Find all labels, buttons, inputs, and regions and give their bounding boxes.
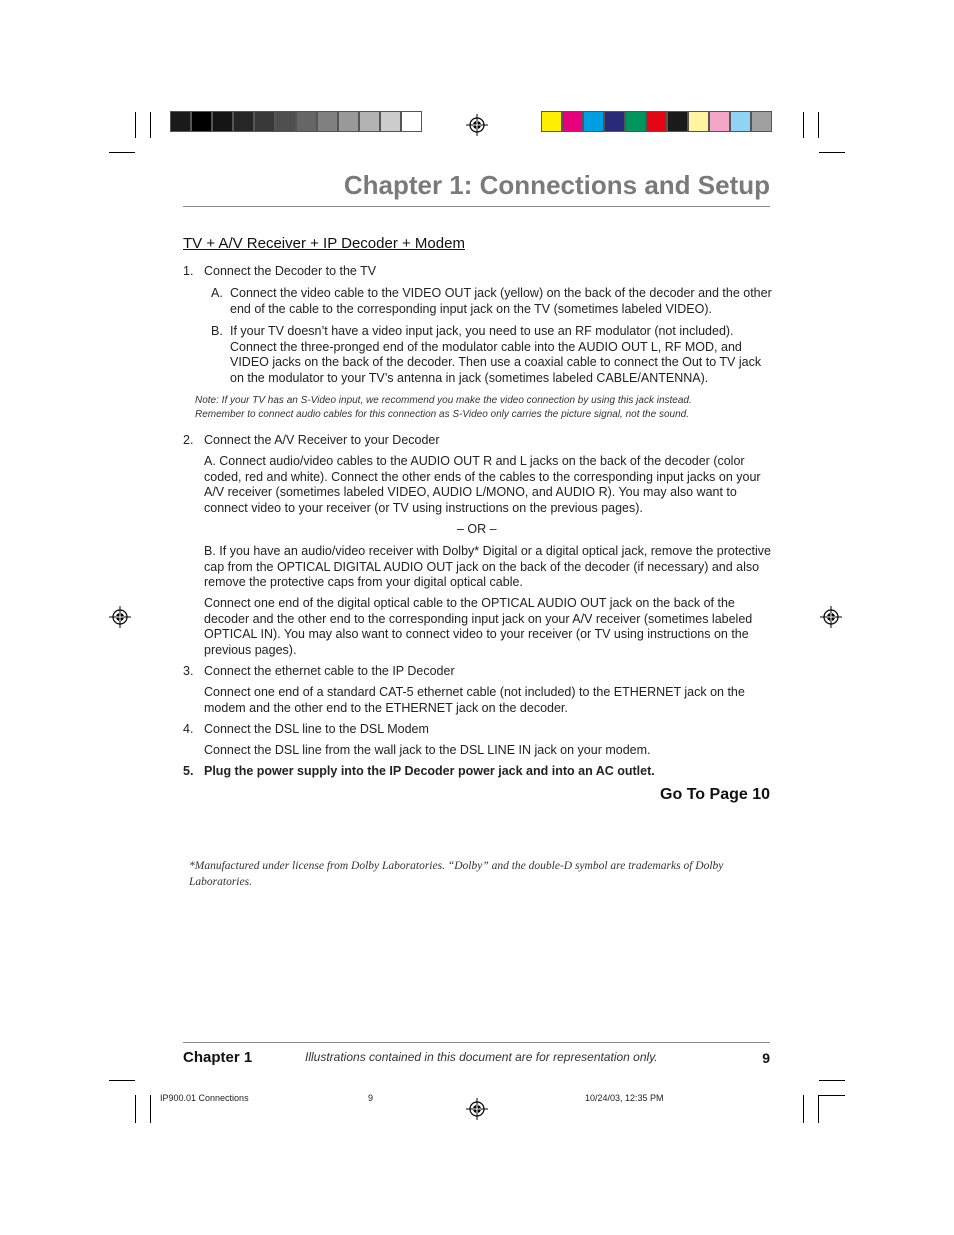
color-swatch bbox=[317, 111, 338, 132]
color-swatch bbox=[625, 111, 646, 132]
color-swatch bbox=[667, 111, 688, 132]
title-divider bbox=[183, 206, 770, 207]
registration-mark-icon bbox=[109, 606, 131, 628]
color-swatch bbox=[709, 111, 730, 132]
step-title: Connect the DSL line to the DSL Modem bbox=[204, 722, 429, 736]
crop-mark bbox=[819, 1080, 845, 1081]
crop-mark bbox=[109, 152, 135, 153]
substep-text: Connect one end of the digital optical cable to the OPTICAL AUDIO OUT jack on the back of the decoder and the other end to the corresponding input jack on your A/V receiver (sometimes labeled OPTICAL IN). You may also want to connect video to your receiver (or TV using instructions on the previous pages). bbox=[204, 596, 753, 657]
section-heading: TV + A/V Receiver + IP Decoder + Modem bbox=[183, 235, 465, 252]
or-divider: – OR – bbox=[457, 522, 497, 536]
color-swatch bbox=[212, 111, 233, 132]
substep-label: B. bbox=[211, 324, 223, 338]
substep-text: Connect the video cable to the VIDEO OUT jack (yellow) on the back of the decoder and the other end of the cable to the corresponding input jack on the TV (sometimes labeled VIDEO). bbox=[230, 286, 772, 316]
step-title: Connect the A/V Receiver to your Decoder bbox=[204, 433, 440, 447]
step-number: 1. bbox=[183, 264, 194, 278]
crop-mark bbox=[135, 1095, 136, 1123]
crop-mark bbox=[150, 1095, 151, 1123]
slug-date: 10/24/03, 12:35 PM bbox=[585, 1093, 664, 1103]
registration-mark-icon bbox=[466, 1098, 488, 1120]
color-swatch bbox=[541, 111, 562, 132]
color-swatch bbox=[604, 111, 625, 132]
substep-text: If your TV doesn’t have a video input jack, you need to use an RF modulator (not included). Connect the three-pronged end of the modulator cable into the AUDIO OUT L, RF MOD, and VIDEO jacks on the back of the decoder. Then use a coaxial cable to connect the Out to TV jack on the modulator to your TV’s antenna in jack (sometimes labeled CABLE/ANTENNA). bbox=[230, 324, 762, 385]
grayscale-color-bar bbox=[170, 111, 422, 133]
footnote: *Manufactured under license from Dolby Laboratories. “Dolby” and the double-D symbol are trademarks of Dolby Laboratories. bbox=[189, 860, 724, 888]
color-swatch bbox=[254, 111, 275, 132]
substep-label: A. bbox=[211, 286, 223, 300]
color-swatch bbox=[688, 111, 709, 132]
step-number: 3. bbox=[183, 664, 194, 678]
crop-mark bbox=[818, 1095, 819, 1123]
step-title: Connect the ethernet cable to the IP Decoder bbox=[204, 664, 455, 678]
crop-mark bbox=[109, 1080, 135, 1081]
note-text: Note: If your TV has an S-Video input, we recommend you make the video connection by using this jack instead. bbox=[195, 395, 692, 406]
footer-disclaimer: Illustrations contained in this document are for representation only. bbox=[305, 1050, 658, 1064]
step-text: Connect one end of a standard CAT-5 ethernet cable (not included) to the ETHERNET jack on the modem and the other end to the ETHERNET jack on the decoder. bbox=[204, 685, 745, 715]
color-swatch bbox=[338, 111, 359, 132]
color-swatch bbox=[233, 111, 254, 132]
crop-mark bbox=[818, 112, 819, 138]
chapter-title: Chapter 1: Connections and Setup bbox=[343, 170, 770, 200]
color-swatch bbox=[296, 111, 317, 132]
note-text: Remember to connect audio cables for this connection as S-Video only carries the picture signal, not the sound. bbox=[195, 409, 689, 420]
crop-mark bbox=[135, 112, 136, 138]
color-swatch bbox=[562, 111, 583, 132]
step-text: Connect the DSL line from the wall jack to the DSL LINE IN jack on your modem. bbox=[204, 743, 651, 757]
crop-mark bbox=[818, 1095, 845, 1096]
slug-filename: IP900.01 Connections bbox=[160, 1093, 249, 1103]
step-title: Connect the Decoder to the TV bbox=[204, 264, 377, 278]
page-number: 9 bbox=[762, 1050, 770, 1066]
color-swatch bbox=[380, 111, 401, 132]
color-swatch bbox=[401, 111, 422, 132]
step-number: 2. bbox=[183, 433, 194, 447]
crop-mark bbox=[150, 112, 151, 138]
color-swatch bbox=[583, 111, 604, 132]
substep-text: A. Connect audio/video cables to the AUDIO OUT R and L jacks on the back of the decoder (color coded, red and white). Connect the other ends of the cables to the corresponding input jacks on your A/V receiver (sometimes labeled VIDEO, AUDIO L/MONO, and AUDIO R). You may also want to connect video to your receiver (or TV using instructions on the previous pages). bbox=[204, 454, 761, 515]
slug-page: 9 bbox=[368, 1093, 374, 1103]
color-swatch bbox=[359, 111, 380, 132]
substep-text: B. If you have an audio/video receiver with Dolby* Digital or a digital optical jack, remove the protective cap from the OPTICAL DIGITAL AUDIO OUT jack on the back of the decoder (if necessary) and also remove the protective caps from your digital optical cable. bbox=[204, 544, 771, 590]
color-swatch bbox=[275, 111, 296, 132]
footer-divider bbox=[183, 1042, 770, 1043]
crop-mark bbox=[803, 112, 804, 138]
color-swatch bbox=[191, 111, 212, 132]
crop-mark bbox=[819, 152, 845, 153]
go-to-page-link[interactable]: Go To Page 10 bbox=[660, 786, 770, 803]
registration-mark-icon bbox=[820, 606, 842, 628]
step-number: 5. bbox=[183, 764, 194, 778]
footer-chapter-label: Chapter 1 bbox=[183, 1049, 253, 1066]
crop-mark bbox=[803, 1095, 804, 1123]
step-title: Plug the power supply into the IP Decoder power jack and into an AC outlet. bbox=[204, 764, 655, 778]
process-color-bar bbox=[541, 111, 772, 133]
color-swatch bbox=[646, 111, 667, 132]
color-swatch bbox=[751, 111, 772, 132]
step-number: 4. bbox=[183, 722, 194, 736]
color-swatch bbox=[730, 111, 751, 132]
color-swatch bbox=[170, 111, 191, 132]
registration-mark-icon bbox=[466, 114, 488, 136]
